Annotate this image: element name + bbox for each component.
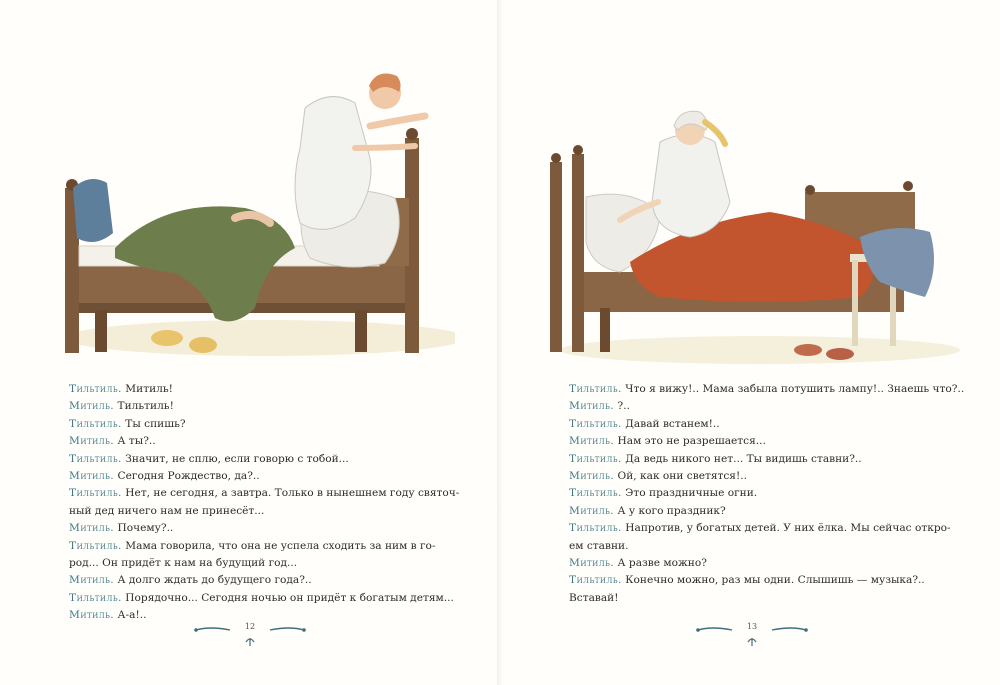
speaker-label: Тильтиль. (569, 487, 622, 500)
dialogue-line (69, 398, 439, 415)
dialogue-line (569, 590, 939, 607)
speaker-label: Митиль. (69, 574, 115, 587)
line-text: Это праздничные огни. (621, 487, 758, 500)
speaker-label: Митиль. (569, 400, 615, 413)
line-text: Тильтиль! (114, 400, 174, 413)
illustration-girl-on-bed (540, 82, 960, 367)
dialogue-line (569, 468, 939, 485)
line-text: Почему?.. (114, 522, 174, 535)
speaker-label: Митиль. (569, 435, 615, 448)
dialogue-line (69, 572, 439, 589)
speaker-label: Тильтиль. (569, 522, 622, 535)
line-text: А долго ждать до будущего года?.. (114, 574, 312, 587)
line-text: Ой, как они светятся!.. (614, 470, 747, 483)
line-text: Сегодня Рождество, да?.. (114, 470, 260, 483)
line-text: Вставай! (569, 591, 619, 604)
line-text: Да ведь никого нет... Ты видишь ставни?.. (621, 452, 862, 465)
speaker-label: Тильтиль. (569, 417, 622, 430)
illustration-boy-on-bed (55, 48, 455, 363)
line-text: Что я вижу!.. Мама забыла потушить лампу!.. Знаешь что?.. (621, 383, 965, 395)
line-text: Конечно можно, раз мы одни. Слышишь — музыка?.. (621, 574, 925, 587)
line-text: Нет, не сегодня, а завтра. Только в нынешнем году святоч- (121, 487, 460, 500)
speaker-label: Тильтиль. (69, 417, 122, 430)
speaker-label: Митиль. (69, 522, 115, 535)
line-text: А у кого праздник? (614, 504, 726, 517)
dialogue-line (569, 416, 939, 433)
dialogue-line (569, 398, 939, 415)
dialogue-line (69, 381, 439, 398)
dialogue-line (569, 520, 951, 537)
right-page-dialogue (569, 381, 965, 607)
dialogue-line (69, 538, 439, 555)
speaker-label: Митиль. (69, 609, 115, 622)
speaker-label: Тильтиль. (569, 383, 622, 395)
dialogue-line (69, 468, 439, 485)
page-number: 13 (746, 622, 758, 631)
dialogue-line (69, 555, 439, 572)
dialogue-line (569, 433, 939, 450)
line-text: Ты спишь? (121, 417, 186, 430)
speaker-label: Митиль. (569, 557, 615, 570)
line-text: Мама говорила, что она не успела сходить за ним в го- (121, 539, 436, 552)
speaker-label: Митиль. (69, 470, 115, 483)
speaker-label: Тильтиль. (569, 452, 622, 465)
left-page-dialogue (69, 381, 460, 625)
speaker-label: Митиль. (569, 470, 615, 483)
line-text: ?.. (614, 400, 630, 413)
line-text: Давай встанем!.. (621, 417, 720, 430)
dialogue-line (569, 572, 939, 589)
dialogue-line (569, 451, 939, 468)
dialogue-line (69, 520, 439, 537)
dialogue-line (69, 590, 454, 607)
line-text: Митиль! (121, 383, 173, 395)
line-text: ем ставни. (569, 539, 629, 552)
speaker-label: Тильтиль. (69, 383, 122, 395)
right-page (500, 0, 1000, 685)
speaker-label: Тильтиль. (69, 539, 122, 552)
page-number-ornament (190, 620, 310, 650)
dialogue-line (569, 485, 939, 502)
page-number: 12 (244, 622, 256, 631)
speaker-label: Тильтиль. (569, 574, 622, 587)
line-text: Порядочно... Сегодня ночью он придёт к богатым детям... (121, 591, 454, 604)
dialogue-line (69, 433, 439, 450)
line-text: А ты?.. (114, 435, 156, 448)
dialogue-line (69, 485, 460, 502)
dialogue-line (569, 555, 939, 572)
line-text: Значит, не сплю, если говорю с тобой... (121, 452, 349, 465)
speaker-label: Митиль. (69, 435, 115, 448)
dialogue-line (569, 503, 939, 520)
speaker-label: Тильтиль. (69, 591, 122, 604)
speaker-label: Митиль. (69, 400, 115, 413)
speaker-label: Митиль. (569, 504, 615, 517)
dialogue-line (569, 538, 939, 555)
speaker-label: Тильтиль. (69, 452, 122, 465)
line-text: ный дед ничего нам не принесёт... (69, 504, 265, 517)
line-text: Напротив, у богатых детей. У них ёлка. Мы сейчас откро- (621, 522, 951, 535)
line-text: род... Он придёт к нам на будущий год... (69, 557, 298, 570)
dialogue-line (69, 451, 439, 468)
dialogue-line (569, 381, 965, 398)
speaker-label: Тильтиль. (69, 487, 122, 500)
page-number-ornament (692, 620, 812, 650)
dialogue-line (69, 416, 439, 433)
line-text: Нам это не разрешается... (614, 435, 766, 448)
line-text: А-а!.. (114, 609, 147, 622)
line-text: А разве можно? (614, 557, 707, 570)
dialogue-line (69, 503, 439, 520)
